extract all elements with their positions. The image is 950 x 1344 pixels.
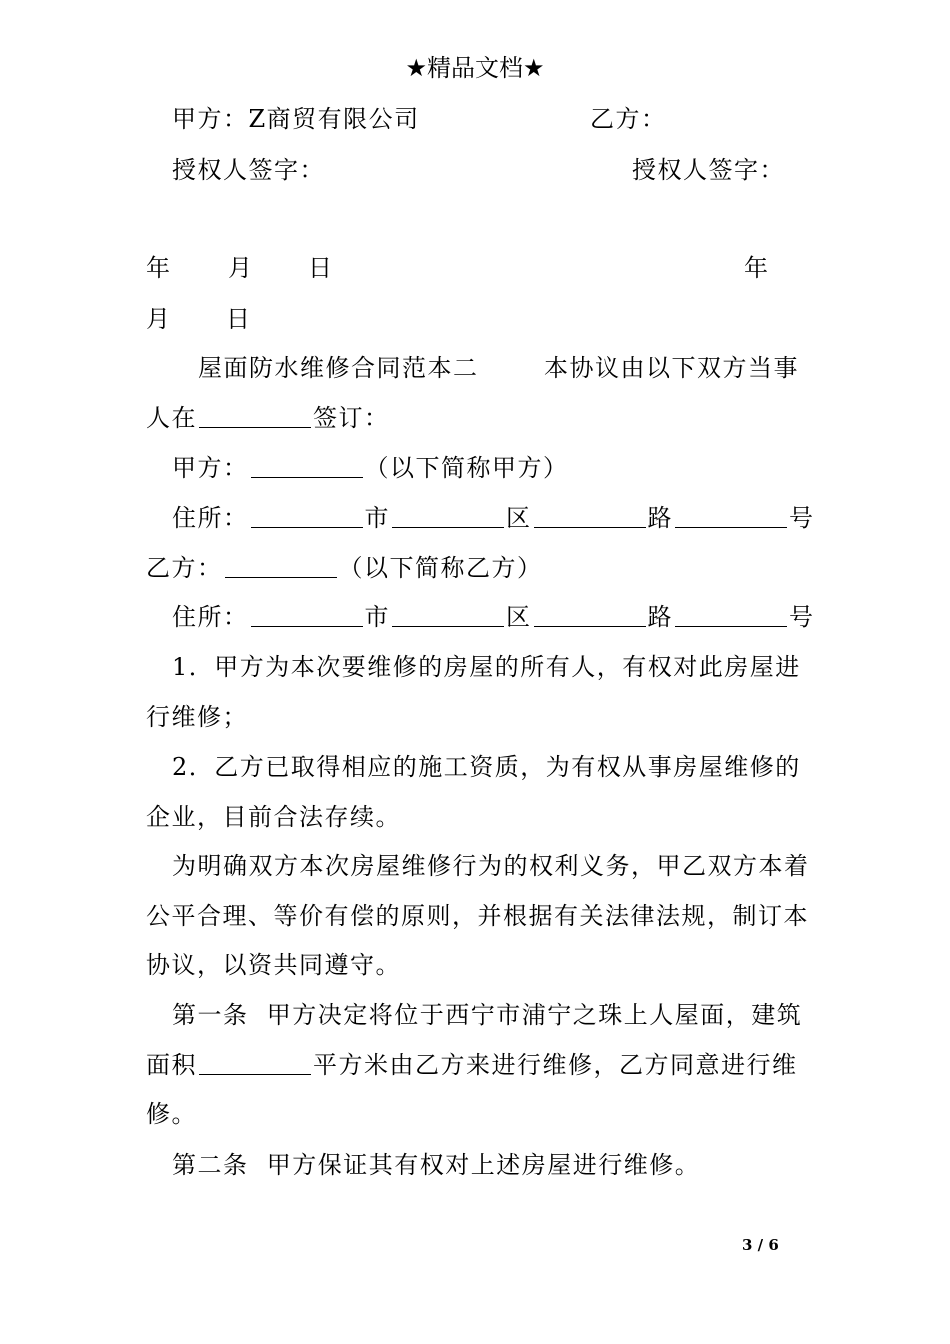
purpose-line-3: 协议，以资共同遵守。 — [146, 951, 401, 979]
purpose-line-2: 公平合理、等价有偿的原则，并根据有关法律法规，制订本 — [146, 902, 809, 930]
number-label: 号 — [789, 603, 815, 631]
road-blank — [534, 505, 646, 528]
place-blank — [199, 405, 311, 428]
date-b-year: 年 — [744, 254, 770, 282]
intro-line-1: 本协议由以下双方当事 — [544, 354, 799, 382]
party-a-blank — [251, 455, 363, 478]
party-a-alias: （以下简称甲方） — [364, 454, 569, 482]
clause-2-line-1: 2．乙方已取得相应的施工资质，为有权从事房屋维修的 — [172, 753, 801, 781]
city-label: 市 — [364, 603, 390, 631]
party-a-line — [172, 453, 569, 483]
city-blank — [251, 505, 363, 528]
road-label: 路 — [647, 504, 673, 532]
road-label: 路 — [647, 603, 673, 631]
number-blank — [675, 505, 787, 528]
article-2-line: 第二条 甲方保证其有权对上述房屋进行维修。 — [172, 1151, 701, 1179]
page-header: ★精品文档★ — [405, 54, 545, 82]
number-blank — [675, 604, 787, 627]
party-a-label: 甲方： — [172, 454, 249, 482]
area-label: 面积 — [146, 1051, 197, 1079]
article-1-line-2 — [146, 1050, 798, 1080]
district-label: 区 — [506, 603, 532, 631]
intro-place-label: 人在 — [146, 404, 197, 432]
signer-a-label: 授权人签字： — [172, 156, 325, 184]
road-blank — [534, 604, 646, 627]
address-label: 住所： — [172, 603, 249, 631]
city-label: 市 — [364, 504, 390, 532]
signer-b-label: 授权人签字： — [632, 156, 785, 184]
party-b-signature-label: 乙方： — [590, 105, 667, 133]
party-b-address — [172, 602, 815, 632]
district-blank — [392, 505, 504, 528]
clause-1-line-1: 1．甲方为本次要维修的房屋的所有人，有权对此房屋进 — [172, 653, 801, 681]
number-label: 号 — [789, 504, 815, 532]
area-blank — [199, 1052, 311, 1075]
date-a-month: 月 — [228, 254, 254, 282]
district-blank — [392, 604, 504, 627]
article-1-line-1: 第一条 甲方决定将位于西宁市浦宁之珠上人屋面，建筑 — [172, 1001, 803, 1029]
date-a-day: 日 — [308, 254, 334, 282]
city-blank — [251, 604, 363, 627]
address-label: 住所： — [172, 504, 249, 532]
page-number: 3 / 6 — [742, 1236, 779, 1254]
clause-2-line-2: 企业，目前合法存续。 — [146, 803, 401, 831]
party-a-signature-label: 甲方：Z商贸有限公司 — [172, 105, 420, 133]
clause-1-line-2: 行维修； — [146, 703, 248, 731]
article-1-line-3: 修。 — [146, 1100, 197, 1128]
area-text: 平方米由乙方来进行维修，乙方同意进行维 — [313, 1051, 798, 1079]
party-b-line — [146, 553, 543, 583]
intro-sign-label: 签订： — [313, 404, 390, 432]
party-b-label: 乙方： — [146, 554, 223, 582]
contract-title: 屋面防水维修合同范本二 — [198, 354, 479, 382]
intro-line-2 — [146, 403, 390, 433]
date-a-year: 年 — [146, 254, 172, 282]
purpose-line-1: 为明确双方本次房屋维修行为的权利义务，甲乙双方本着 — [172, 852, 810, 880]
party-b-alias: （以下简称乙方） — [338, 554, 543, 582]
party-a-address — [172, 503, 815, 533]
district-label: 区 — [506, 504, 532, 532]
party-b-blank — [225, 555, 337, 578]
date-b-day: 日 — [226, 305, 252, 333]
date-b-month: 月 — [146, 305, 172, 333]
